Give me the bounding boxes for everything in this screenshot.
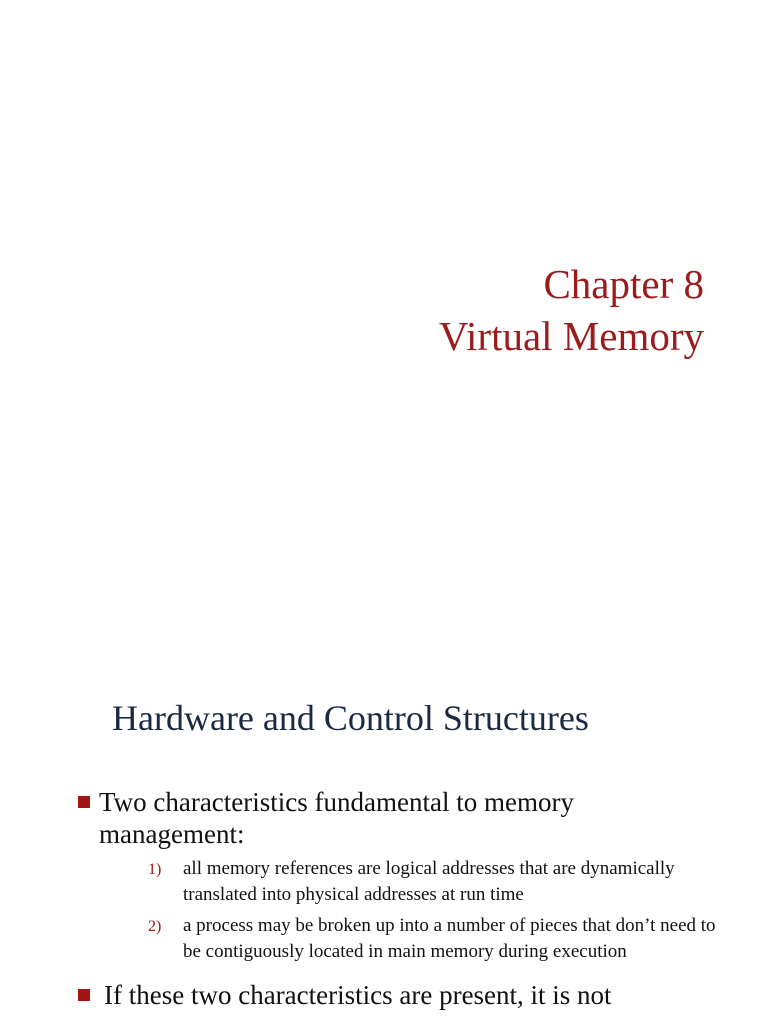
sub-item-text: all memory references are logical addresses that are dynamically translated into physical addresses at run time	[183, 858, 675, 905]
chapter-title	[439, 258, 704, 362]
sub-item-text: a process may be broken up into a number of pieces that don’t need to be contiguously located in main memory during execution	[183, 915, 716, 962]
bullet-item	[78, 786, 718, 965]
numbered-sub-list	[99, 856, 718, 965]
square-bullet-icon	[78, 989, 90, 1001]
sub-item	[99, 856, 718, 908]
chapter-name: Virtual Memory	[438, 313, 704, 359]
sub-item	[99, 913, 718, 965]
content-slide	[0, 640, 768, 1024]
bullet-item	[78, 979, 718, 1011]
section-heading: Hardware and Control Structures	[112, 698, 589, 738]
bullet-text: Two characteristics fundamental to memory management:	[99, 787, 574, 849]
bullet-text: If these two characteristics are present, it is not	[104, 980, 612, 1010]
bullet-list	[78, 786, 718, 1011]
chapter-number: Chapter 8	[543, 261, 704, 307]
sub-item-number: 1)	[148, 861, 162, 878]
square-bullet-icon	[78, 796, 90, 808]
sub-item-number: 2)	[148, 918, 162, 935]
